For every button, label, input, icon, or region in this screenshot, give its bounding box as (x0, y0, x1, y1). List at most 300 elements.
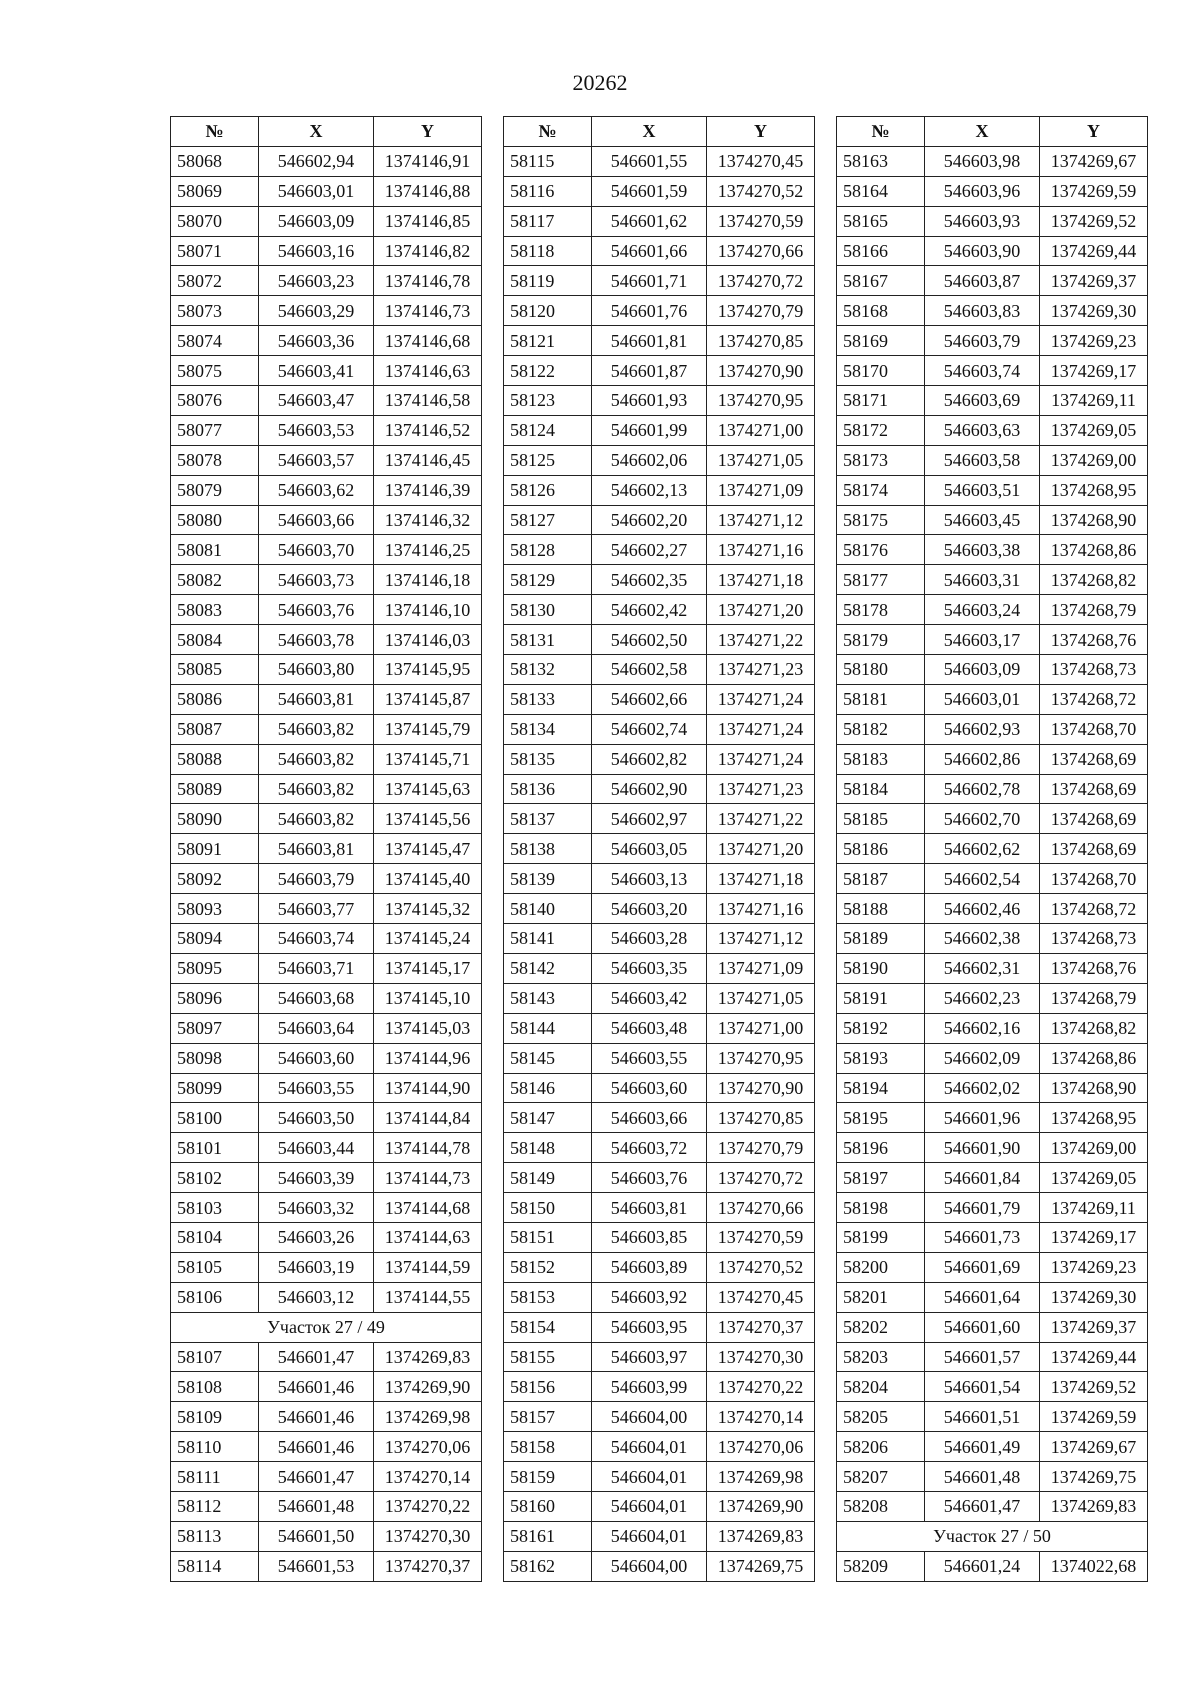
table-row (171, 386, 482, 416)
point-number: 58092 (171, 864, 259, 894)
y-coordinate: 1374269,44 (1040, 236, 1148, 266)
point-number: 58159 (504, 1462, 592, 1492)
x-coordinate: 546603,39 (259, 1163, 374, 1193)
point-number: 58131 (504, 625, 592, 655)
y-coordinate: 1374269,37 (1040, 1312, 1148, 1342)
x-coordinate: 546602,27 (592, 535, 707, 565)
table-row (837, 655, 1148, 685)
header-row (504, 117, 815, 147)
y-coordinate: 1374146,32 (374, 505, 482, 535)
point-number: 58140 (504, 894, 592, 924)
x-coordinate: 546603,82 (259, 804, 374, 834)
point-number: 58123 (504, 386, 592, 416)
y-coordinate: 1374268,95 (1040, 475, 1148, 505)
x-coordinate: 546603,79 (259, 864, 374, 894)
x-coordinate: 546602,16 (925, 1013, 1040, 1043)
table-row (504, 1013, 815, 1043)
point-number: 58095 (171, 953, 259, 983)
y-coordinate: 1374270,79 (707, 296, 815, 326)
y-coordinate: 1374269,17 (1040, 1222, 1148, 1252)
y-coordinate: 1374270,85 (707, 1103, 815, 1133)
y-coordinate: 1374270,85 (707, 326, 815, 356)
point-number: 58110 (171, 1432, 259, 1462)
point-number: 58139 (504, 864, 592, 894)
x-coordinate: 546603,70 (259, 535, 374, 565)
header-row (171, 117, 482, 147)
table-row (171, 356, 482, 386)
y-coordinate: 1374268,79 (1040, 595, 1148, 625)
x-coordinate: 546603,79 (925, 326, 1040, 356)
point-number: 58178 (837, 595, 925, 625)
table-row (837, 565, 1148, 595)
point-number: 58161 (504, 1521, 592, 1551)
point-number: 58069 (171, 176, 259, 206)
point-number: 58073 (171, 296, 259, 326)
table-row (504, 1551, 815, 1581)
section-label: Участок 27 / 50 (837, 1521, 1148, 1551)
y-coordinate: 1374268,69 (1040, 804, 1148, 834)
point-number: 58199 (837, 1222, 925, 1252)
x-coordinate: 546601,71 (592, 266, 707, 296)
x-coordinate: 546603,60 (592, 1073, 707, 1103)
table-row (171, 1073, 482, 1103)
x-coordinate: 546603,82 (259, 714, 374, 744)
page-number: 20262 (572, 70, 628, 95)
y-coordinate: 1374269,23 (1040, 326, 1148, 356)
y-coordinate: 1374268,73 (1040, 655, 1148, 685)
header-x: X (592, 117, 707, 147)
y-coordinate: 1374270,14 (707, 1402, 815, 1432)
point-number: 58138 (504, 834, 592, 864)
table-row (504, 1043, 815, 1073)
table-row (837, 535, 1148, 565)
x-coordinate: 546603,69 (925, 386, 1040, 416)
y-coordinate: 1374270,90 (707, 356, 815, 386)
y-coordinate: 1374271,18 (707, 565, 815, 595)
table-row (837, 1402, 1148, 1432)
table-row (504, 1491, 815, 1521)
x-coordinate: 546601,51 (925, 1402, 1040, 1432)
x-coordinate: 546601,55 (592, 146, 707, 176)
y-coordinate: 1374271,12 (707, 924, 815, 954)
table-row (504, 744, 815, 774)
table-row (171, 1013, 482, 1043)
y-coordinate: 1374269,00 (1040, 1133, 1148, 1163)
y-coordinate: 1374269,83 (1040, 1491, 1148, 1521)
x-coordinate: 546604,01 (592, 1491, 707, 1521)
y-coordinate: 1374271,22 (707, 804, 815, 834)
point-number: 58186 (837, 834, 925, 864)
x-coordinate: 546601,54 (925, 1372, 1040, 1402)
table-row (171, 1521, 482, 1551)
point-number: 58098 (171, 1043, 259, 1073)
table-row (171, 565, 482, 595)
table-row (504, 1372, 815, 1402)
table-row (504, 296, 815, 326)
x-coordinate: 546602,90 (592, 774, 707, 804)
x-coordinate: 546602,86 (925, 744, 1040, 774)
table-row (837, 714, 1148, 744)
y-coordinate: 1374268,70 (1040, 864, 1148, 894)
y-coordinate: 1374146,39 (374, 475, 482, 505)
table-row (837, 356, 1148, 386)
table-row (837, 625, 1148, 655)
point-number: 58168 (837, 296, 925, 326)
x-coordinate: 546601,48 (925, 1462, 1040, 1492)
x-coordinate: 546601,48 (259, 1491, 374, 1521)
point-number: 58148 (504, 1133, 592, 1163)
table-row (504, 415, 815, 445)
point-number: 58190 (837, 953, 925, 983)
table-row (504, 1342, 815, 1372)
section-row (837, 1521, 1148, 1551)
x-coordinate: 546602,97 (592, 804, 707, 834)
y-coordinate: 1374270,66 (707, 1193, 815, 1223)
y-coordinate: 1374268,79 (1040, 983, 1148, 1013)
y-coordinate: 1374146,82 (374, 236, 482, 266)
x-coordinate: 546603,76 (259, 595, 374, 625)
y-coordinate: 1374146,91 (374, 146, 482, 176)
x-coordinate: 546603,12 (259, 1282, 374, 1312)
y-coordinate: 1374146,68 (374, 326, 482, 356)
y-coordinate: 1374146,63 (374, 356, 482, 386)
x-coordinate: 546603,60 (259, 1043, 374, 1073)
y-coordinate: 1374269,00 (1040, 445, 1148, 475)
point-number: 58077 (171, 415, 259, 445)
table-row (171, 535, 482, 565)
x-coordinate: 546603,97 (592, 1342, 707, 1372)
point-number: 58112 (171, 1491, 259, 1521)
y-coordinate: 1374268,82 (1040, 1013, 1148, 1043)
y-coordinate: 1374145,95 (374, 655, 482, 685)
y-coordinate: 1374144,59 (374, 1252, 482, 1282)
x-coordinate: 546601,62 (592, 206, 707, 236)
y-coordinate: 1374270,45 (707, 146, 815, 176)
y-coordinate: 1374271,05 (707, 983, 815, 1013)
point-number: 58075 (171, 356, 259, 386)
table-row (171, 655, 482, 685)
table-row (171, 445, 482, 475)
x-coordinate: 546603,01 (259, 176, 374, 206)
x-coordinate: 546603,80 (259, 655, 374, 685)
x-coordinate: 546603,90 (925, 236, 1040, 266)
point-number: 58114 (171, 1551, 259, 1581)
point-number: 58150 (504, 1193, 592, 1223)
x-coordinate: 546601,79 (925, 1193, 1040, 1223)
x-coordinate: 546603,74 (259, 924, 374, 954)
y-coordinate: 1374270,52 (707, 1252, 815, 1282)
x-coordinate: 546602,23 (925, 983, 1040, 1013)
y-coordinate: 1374271,20 (707, 595, 815, 625)
y-coordinate: 1374268,86 (1040, 535, 1148, 565)
x-coordinate: 546601,57 (925, 1342, 1040, 1372)
table-row (504, 953, 815, 983)
table-row (504, 1252, 815, 1282)
point-number: 58165 (837, 206, 925, 236)
point-number: 58085 (171, 655, 259, 685)
y-coordinate: 1374268,73 (1040, 924, 1148, 954)
header-y: Y (374, 117, 482, 147)
x-coordinate: 546604,01 (592, 1521, 707, 1551)
table-row (504, 834, 815, 864)
point-number: 58209 (837, 1551, 925, 1581)
point-number: 58152 (504, 1252, 592, 1282)
y-coordinate: 1374270,22 (374, 1491, 482, 1521)
table-row (837, 1193, 1148, 1223)
y-coordinate: 1374145,03 (374, 1013, 482, 1043)
x-coordinate: 546603,13 (592, 864, 707, 894)
table-row (171, 894, 482, 924)
y-coordinate: 1374269,30 (1040, 1282, 1148, 1312)
x-coordinate: 546601,64 (925, 1282, 1040, 1312)
x-coordinate: 546603,48 (592, 1013, 707, 1043)
y-coordinate: 1374269,37 (1040, 266, 1148, 296)
table-row (837, 953, 1148, 983)
point-number: 58071 (171, 236, 259, 266)
header-no: № (837, 117, 925, 147)
table-row (837, 146, 1148, 176)
point-number: 58172 (837, 415, 925, 445)
x-coordinate: 546601,24 (925, 1551, 1040, 1581)
table-row (504, 804, 815, 834)
x-coordinate: 546603,35 (592, 953, 707, 983)
table-row (171, 595, 482, 625)
y-coordinate: 1374268,82 (1040, 565, 1148, 595)
x-coordinate: 546603,95 (592, 1312, 707, 1342)
point-number: 58132 (504, 655, 592, 685)
table-row (837, 475, 1148, 505)
y-coordinate: 1374270,06 (707, 1432, 815, 1462)
table-row (504, 625, 815, 655)
y-coordinate: 1374271,23 (707, 655, 815, 685)
table-row (171, 236, 482, 266)
point-number: 58202 (837, 1312, 925, 1342)
table-row (171, 834, 482, 864)
point-number: 58203 (837, 1342, 925, 1372)
point-number: 58109 (171, 1402, 259, 1432)
x-coordinate: 546603,19 (259, 1252, 374, 1282)
x-coordinate: 546602,31 (925, 953, 1040, 983)
point-number: 58087 (171, 714, 259, 744)
table-row (171, 415, 482, 445)
table-row (504, 864, 815, 894)
table-row (837, 236, 1148, 266)
table-row (171, 326, 482, 356)
y-coordinate: 1374271,24 (707, 744, 815, 774)
table-row (504, 684, 815, 714)
point-number: 58145 (504, 1043, 592, 1073)
table-row (171, 1491, 482, 1521)
table-row (504, 535, 815, 565)
point-number: 58113 (171, 1521, 259, 1551)
table-row (837, 1252, 1148, 1282)
y-coordinate: 1374269,83 (374, 1342, 482, 1372)
x-coordinate: 546603,05 (592, 834, 707, 864)
x-coordinate: 546602,13 (592, 475, 707, 505)
point-number: 58096 (171, 983, 259, 1013)
table-row (504, 655, 815, 685)
y-coordinate: 1374269,11 (1040, 1193, 1148, 1223)
point-number: 58189 (837, 924, 925, 954)
y-coordinate: 1374270,45 (707, 1282, 815, 1312)
point-number: 58086 (171, 684, 259, 714)
table-row (504, 146, 815, 176)
x-coordinate: 546603,58 (925, 445, 1040, 475)
y-coordinate: 1374146,03 (374, 625, 482, 655)
point-number: 58129 (504, 565, 592, 595)
x-coordinate: 546603,55 (259, 1073, 374, 1103)
x-coordinate: 546603,47 (259, 386, 374, 416)
point-number: 58103 (171, 1193, 259, 1223)
y-coordinate: 1374269,05 (1040, 1163, 1148, 1193)
x-coordinate: 546603,81 (592, 1193, 707, 1223)
table-row (837, 1432, 1148, 1462)
x-coordinate: 546603,98 (925, 146, 1040, 176)
point-number: 58099 (171, 1073, 259, 1103)
point-number: 58130 (504, 595, 592, 625)
x-coordinate: 546603,62 (259, 475, 374, 505)
point-number: 58191 (837, 983, 925, 1013)
header-row (837, 117, 1148, 147)
y-coordinate: 1374270,22 (707, 1372, 815, 1402)
table-row (504, 1103, 815, 1133)
x-coordinate: 546601,60 (925, 1312, 1040, 1342)
table-row (171, 1252, 482, 1282)
point-number: 58158 (504, 1432, 592, 1462)
table-row (171, 1193, 482, 1223)
y-coordinate: 1374144,68 (374, 1193, 482, 1223)
point-number: 58196 (837, 1133, 925, 1163)
table-row (504, 1073, 815, 1103)
x-coordinate: 546603,85 (592, 1222, 707, 1252)
x-coordinate: 546603,24 (925, 595, 1040, 625)
x-coordinate: 546603,53 (259, 415, 374, 445)
y-coordinate: 1374271,12 (707, 505, 815, 535)
y-coordinate: 1374144,55 (374, 1282, 482, 1312)
table-row (504, 565, 815, 595)
table-row (171, 206, 482, 236)
table-row (171, 296, 482, 326)
x-coordinate: 546603,31 (925, 565, 1040, 595)
point-number: 58111 (171, 1462, 259, 1492)
point-number: 58082 (171, 565, 259, 595)
point-number: 58107 (171, 1342, 259, 1372)
y-coordinate: 1374145,17 (374, 953, 482, 983)
y-coordinate: 1374022,68 (1040, 1551, 1148, 1581)
x-coordinate: 546603,51 (925, 475, 1040, 505)
point-number: 58167 (837, 266, 925, 296)
point-number: 58151 (504, 1222, 592, 1252)
point-number: 58100 (171, 1103, 259, 1133)
point-number: 58195 (837, 1103, 925, 1133)
table-row (504, 924, 815, 954)
point-number: 58101 (171, 1133, 259, 1163)
table-row (837, 1163, 1148, 1193)
y-coordinate: 1374144,78 (374, 1133, 482, 1163)
y-coordinate: 1374271,16 (707, 894, 815, 924)
point-number: 58188 (837, 894, 925, 924)
table-row (837, 1342, 1148, 1372)
x-coordinate: 546601,96 (925, 1103, 1040, 1133)
point-number: 58097 (171, 1013, 259, 1043)
x-coordinate: 546602,62 (925, 834, 1040, 864)
point-number: 58078 (171, 445, 259, 475)
point-number: 58142 (504, 953, 592, 983)
y-coordinate: 1374269,67 (1040, 146, 1148, 176)
x-coordinate: 546601,69 (925, 1252, 1040, 1282)
x-coordinate: 546601,81 (592, 326, 707, 356)
header-x: X (259, 117, 374, 147)
table-row (504, 774, 815, 804)
y-coordinate: 1374269,44 (1040, 1342, 1148, 1372)
table-row (837, 445, 1148, 475)
x-coordinate: 546604,00 (592, 1402, 707, 1432)
y-coordinate: 1374271,00 (707, 415, 815, 445)
point-number: 58084 (171, 625, 259, 655)
point-number: 58183 (837, 744, 925, 774)
point-number: 58120 (504, 296, 592, 326)
table-row (171, 1043, 482, 1073)
point-number: 58171 (837, 386, 925, 416)
table-row (837, 1282, 1148, 1312)
y-coordinate: 1374268,95 (1040, 1103, 1148, 1133)
table-row (504, 236, 815, 266)
table-row (171, 684, 482, 714)
point-number: 58125 (504, 445, 592, 475)
point-number: 58115 (504, 146, 592, 176)
table-row (504, 445, 815, 475)
x-coordinate: 546603,41 (259, 356, 374, 386)
point-number: 58162 (504, 1551, 592, 1581)
table-row (171, 1133, 482, 1163)
x-coordinate: 546603,77 (259, 894, 374, 924)
y-coordinate: 1374269,90 (707, 1491, 815, 1521)
point-number: 58126 (504, 475, 592, 505)
point-number: 58153 (504, 1282, 592, 1312)
x-coordinate: 546601,73 (925, 1222, 1040, 1252)
point-number: 58091 (171, 834, 259, 864)
table-row (504, 386, 815, 416)
point-number: 58184 (837, 774, 925, 804)
y-coordinate: 1374270,37 (707, 1312, 815, 1342)
point-number: 58193 (837, 1043, 925, 1073)
point-number: 58180 (837, 655, 925, 685)
header-no: № (171, 117, 259, 147)
table-row (837, 1013, 1148, 1043)
y-coordinate: 1374146,45 (374, 445, 482, 475)
point-number: 58083 (171, 595, 259, 625)
table-row (837, 1462, 1148, 1492)
y-coordinate: 1374145,10 (374, 983, 482, 1013)
table-row (171, 953, 482, 983)
table-row (504, 1222, 815, 1252)
table-row (504, 1402, 815, 1432)
y-coordinate: 1374145,24 (374, 924, 482, 954)
point-number: 58164 (837, 176, 925, 206)
point-number: 58074 (171, 326, 259, 356)
x-coordinate: 546601,46 (259, 1372, 374, 1402)
table-row (504, 1521, 815, 1551)
table-row (171, 804, 482, 834)
point-number: 58122 (504, 356, 592, 386)
y-coordinate: 1374146,85 (374, 206, 482, 236)
point-number: 58088 (171, 744, 259, 774)
table-row (504, 326, 815, 356)
point-number: 58143 (504, 983, 592, 1013)
header-y: Y (707, 117, 815, 147)
x-coordinate: 546603,32 (259, 1193, 374, 1223)
table-row (504, 1312, 815, 1342)
